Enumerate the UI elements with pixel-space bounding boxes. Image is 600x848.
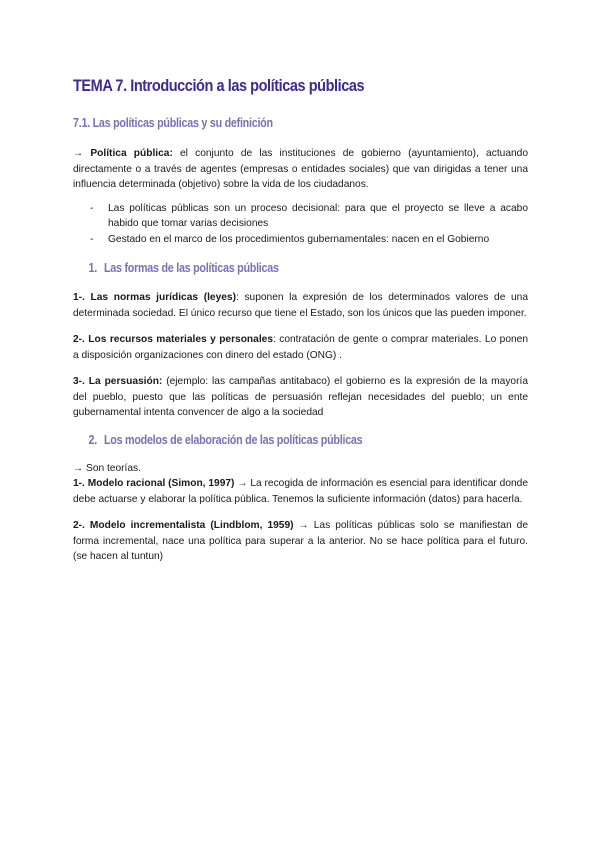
model-text: → La recogida de información es esencial para identificar donde debe actuarse y elaborar la política pública. Tenemos la suficiente información (datos) para hacerla. xyxy=(73,478,528,505)
form-text: : contratación de gente o comprar materiales. Lo ponen a disposición organizaciones con dinero del estado (ONG) . xyxy=(73,334,529,361)
bullet-dash: - xyxy=(90,233,94,245)
list-item xyxy=(73,232,528,248)
page-title: TEMA 7. Introducción a las políticas públicas xyxy=(73,77,365,95)
section-heading-7-1: 7.1. Las políticas públicas y su definición xyxy=(73,116,273,130)
definition-text: el conjunto de las instituciones de gobierno (ayuntamiento), actuando directamente o a través de agentes (empresas o entidades sociales) que van dirigidas a tener una influencia determinada (objetivo) sobre la vida de los ciudadanos. xyxy=(73,148,528,190)
model-text: → Las políticas públicas solo se manifiestan de forma incremental, nace una política para superar a la anterior. No se hace política para el futuro. (se hacen al tuntun) xyxy=(73,520,528,562)
model-lead: 2-. Modelo incrementalista (Lindblom, 1959) xyxy=(73,520,294,531)
form-lead: 2-. Los recursos materiales y personales xyxy=(73,334,273,345)
bullet-list xyxy=(73,201,528,248)
list-item xyxy=(73,201,528,232)
model-racional xyxy=(73,476,528,507)
definition-term: Política pública: xyxy=(90,148,173,159)
form-text: : suponen la expresión de los determinados valores de una determinada sociedad. El único recurso que tiene el Estado, son los únicos que las pueden imponer. xyxy=(73,292,528,319)
document-page xyxy=(73,74,528,565)
heading-number: 2. xyxy=(88,432,97,447)
model-lead: 1-. Modelo racional (Simon, 1997) xyxy=(73,478,235,489)
list-item-text: Gestado en el marco de los procedimientos gubernamentales: nacen en el Gobierno xyxy=(108,233,490,245)
form-normas-juridicas xyxy=(73,290,528,321)
form-text: (ejemplo: las campañas antitabaco) el gobierno es la expresión de la mayoría del pueblo, puesto que las políticas de persuasión reflejan necesidades del pueblo; un ente gubernamental intenta convencer de algo a la sociedad xyxy=(73,376,528,418)
form-recursos xyxy=(73,332,528,363)
definition-paragraph xyxy=(73,146,528,193)
heading-number: 1. xyxy=(88,261,97,275)
heading-text: Los modelos de elaboración de las políticas públicas xyxy=(103,432,363,447)
model-incrementalista xyxy=(73,518,528,565)
heading-modelos xyxy=(73,431,464,449)
form-lead: 1-. Las normas jurídicas (leyes) xyxy=(73,292,236,303)
bullet-dash: - xyxy=(90,202,94,214)
list-item-text: Las políticas públicas son un proceso decisional: para que el proyecto se lleve a acabo habido que tomar varias decisiones xyxy=(108,202,528,229)
theories-intro: → Son teorías. xyxy=(73,462,141,474)
form-lead: 3-. La persuasión: xyxy=(73,376,163,387)
heading-formas xyxy=(73,259,464,277)
form-persuasion xyxy=(73,374,528,421)
heading-text: Las formas de las políticas públicas xyxy=(103,261,279,275)
arrow-glyph: → xyxy=(73,148,91,159)
